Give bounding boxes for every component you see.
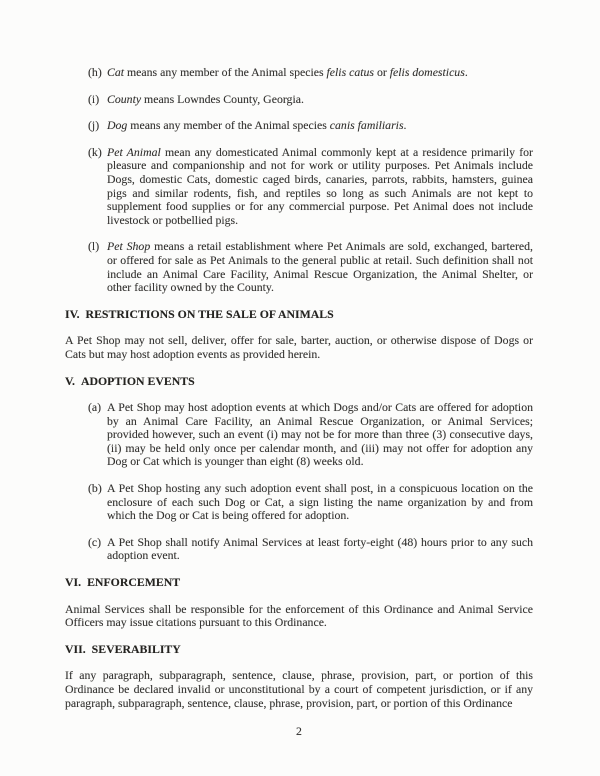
page-number: 2 xyxy=(296,724,302,738)
list-item-c xyxy=(65,536,533,563)
list-item-label: (a) xyxy=(88,400,102,415)
paragraph: A Pet Shop may not sell, deliver, offer for sale, barter, auction, or otherwise dispose of Dogs or Cats but may host adoption events as provided herein. xyxy=(65,333,533,361)
list-item-text: A Pet Shop may host adoption events at which Dogs and/or Cats are offered for adoption by an Animal Care Facility, an Animal Rescue Organization, or Animal Services; provided however, such an event (i) may not be for more than three (3) consecutive days, (ii) may be held only once per calendar month, and (iii) may not offer for adoption any Dog or Cat which is younger than eight (8) weeks old. xyxy=(107,400,533,469)
section-number: IV. xyxy=(65,306,80,321)
document-content xyxy=(65,66,533,723)
list-item-text: Cat means any member of the Animal species felis catus or felis domesticus. xyxy=(107,65,468,79)
list-item-text: County means Lowndes County, Georgia. xyxy=(107,91,304,106)
list-item-text: Dog means any member of the Animal species canis familiaris. xyxy=(107,118,407,133)
list-item-a xyxy=(65,401,533,469)
section-number: V. xyxy=(65,373,75,388)
list-item-label: (k) xyxy=(88,144,102,159)
list-item-text: Pet Shop means a retail establishment where Pet Animals are sold, exchanged, bartered, or offered for sale as Pet Animals to the general public at retail. Such definition shall not include an Animal Care Facility, Animal Rescue Organization, the Animal Shelter, or other facility owned by the County. xyxy=(107,239,533,295)
list-item-label: (c) xyxy=(88,534,102,549)
list-item-l xyxy=(65,240,533,294)
list-item-i xyxy=(65,93,533,107)
paragraph: If any paragraph, subparagraph, sentence, clause, phrase, provision, part, or portion of this Ordinance be declared invalid or unconstitutional by a court of competent jurisdiction, or if any paragraph, subparagraph, sentence, clause, phrase, provision, part, or portion of this Ordinance xyxy=(65,668,533,710)
list-item-label: (l) xyxy=(88,239,100,254)
section-title: ADOPTION EVENTS xyxy=(80,373,195,388)
list-item-label: (i) xyxy=(88,91,100,106)
section-number: VII. xyxy=(65,641,86,656)
list-item-h xyxy=(65,66,533,80)
section-title: ENFORCEMENT xyxy=(87,575,181,590)
list-item-text: A Pet Shop shall notify Animal Services at least forty-eight (48) hours prior to any such adoption event. xyxy=(107,534,533,563)
section-title: SEVERABILITY xyxy=(91,641,181,656)
list-item-j xyxy=(65,119,533,133)
list-item-label: (h) xyxy=(88,65,102,79)
list-item-text: A Pet Shop hosting any such adoption event shall post, in a conspicuous location on the enclosure of each such Dog or Cat, a sign listing the name organization by and from which the Dog or Cat is being offered for adoption. xyxy=(107,481,533,523)
paragraph: Animal Services shall be responsible for the enforcement of this Ordinance and Animal Service Officers may issue citations pursuant to this Ordinance. xyxy=(65,601,533,630)
section-title: RESTRICTIONS ON THE SALE OF ANIMALS xyxy=(85,306,334,321)
section-number: VI. xyxy=(65,575,82,590)
list-item-k xyxy=(65,146,533,228)
section-heading-iv xyxy=(65,308,533,322)
list-item-b xyxy=(65,482,533,523)
list-item-label: (b) xyxy=(88,481,102,496)
section-heading-vi xyxy=(65,576,533,590)
section-heading-vii xyxy=(65,643,533,657)
list-item-label: (j) xyxy=(88,118,100,133)
list-item-text: Pet Animal mean any domesticated Animal commonly kept at a residence primarily for pleasure and companionship and not for work or utility purposes. Pet Animals include Dogs, domestic Cats, domestic caged birds, canaries, parrots, rabbits, hamsters, guinea pigs and similar rodents, fish, and reptiles so long as such Animals are not kept to supplement food supplies or for any commercial purpose. Pet Animal does not include livestock or potbellied pigs. xyxy=(107,144,533,227)
section-heading-v xyxy=(65,375,533,389)
